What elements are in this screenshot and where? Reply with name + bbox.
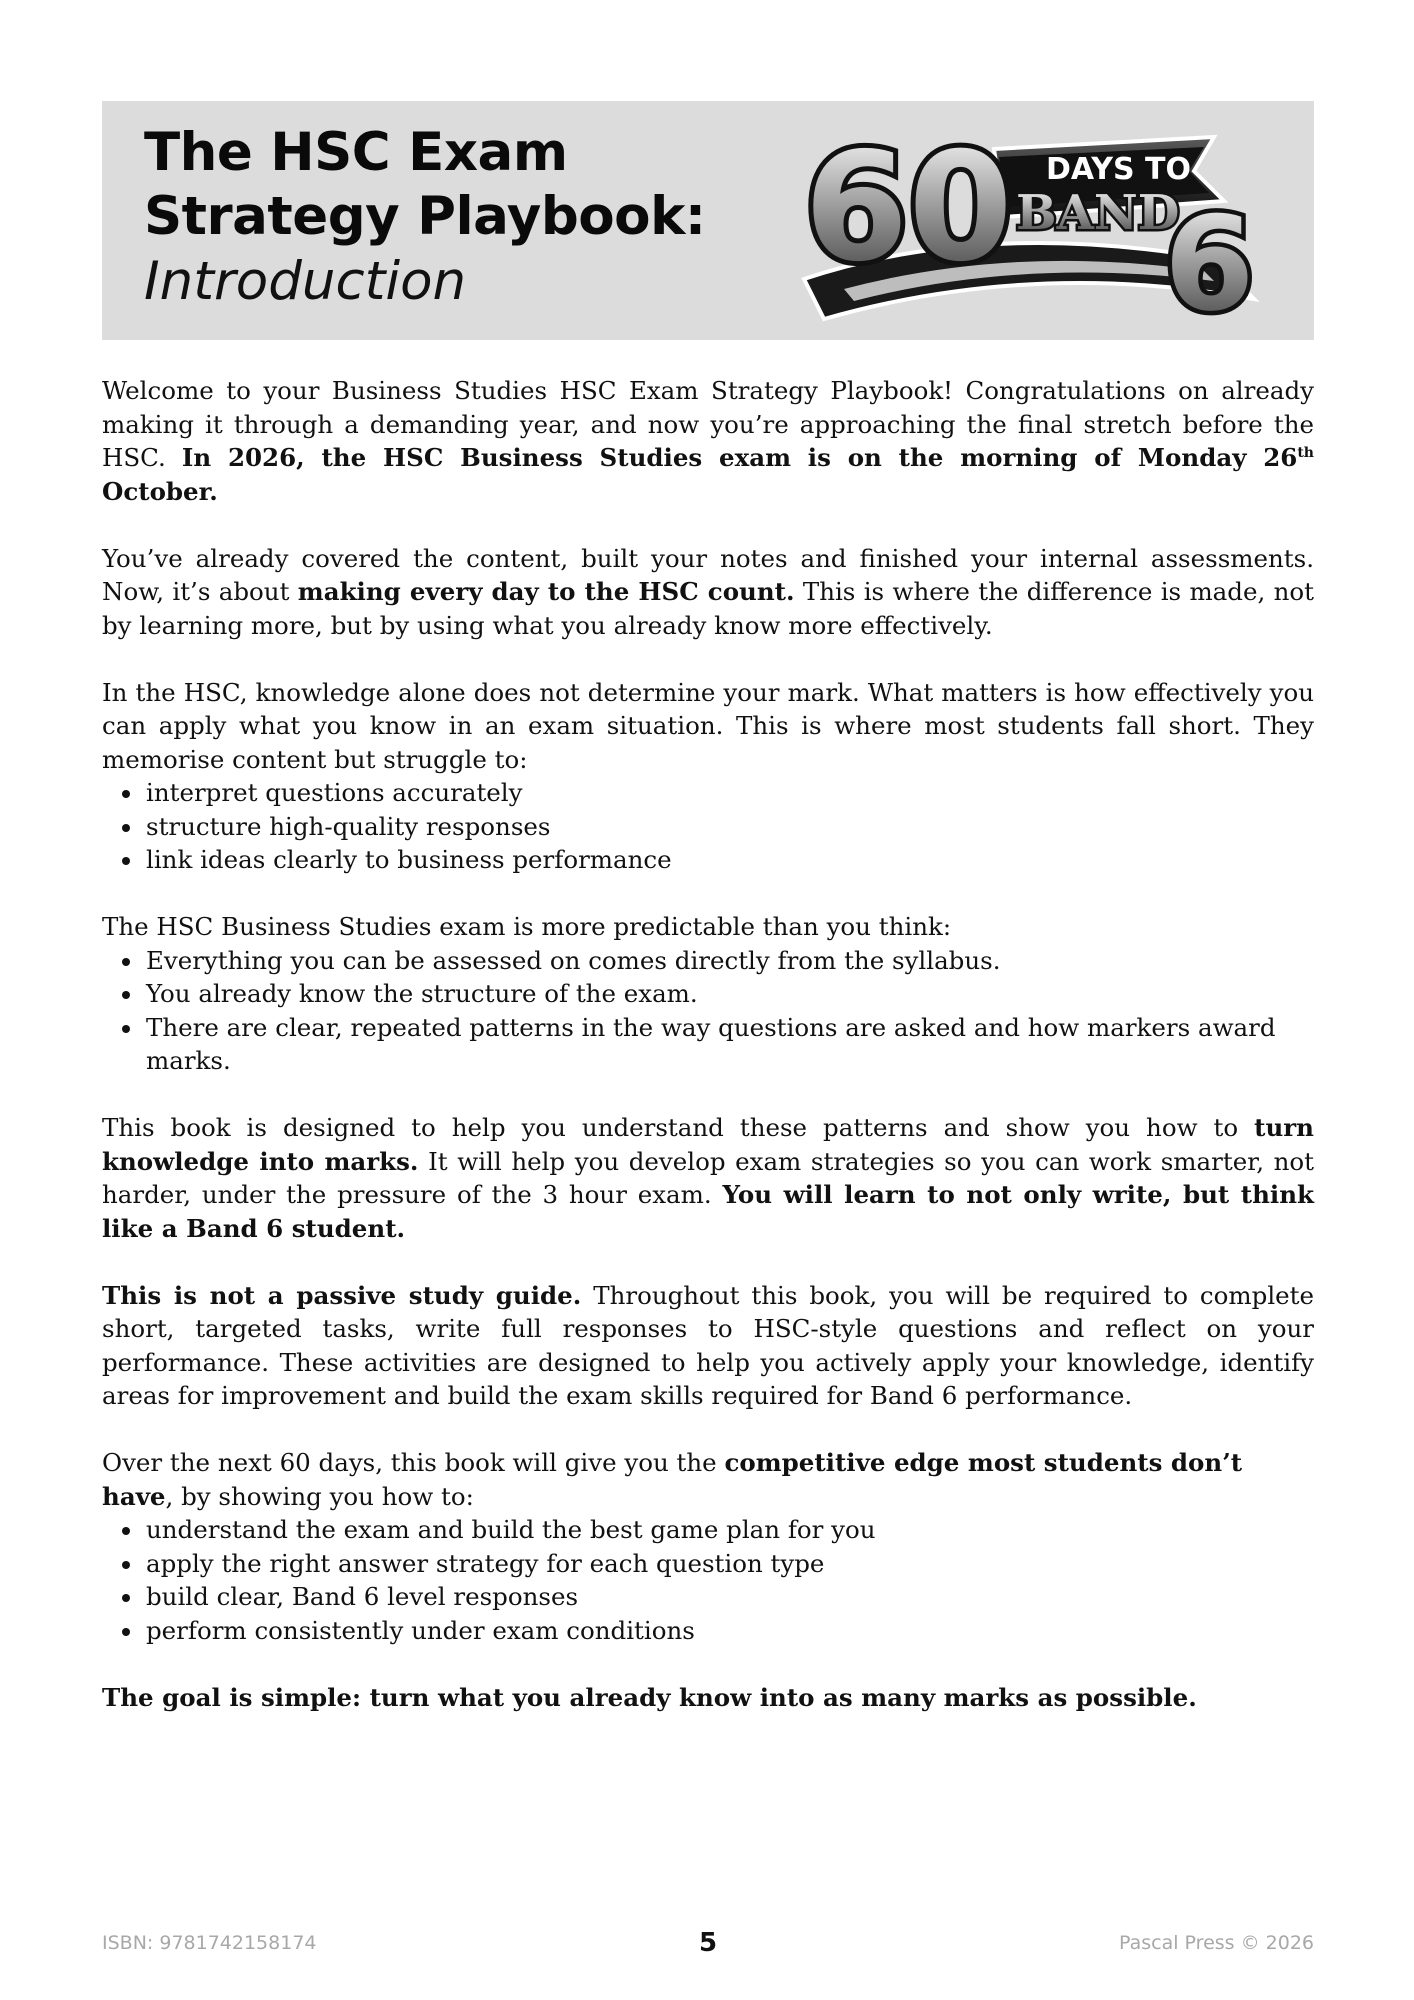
design-text-b: It will help you develop exam strategies so you can work smarter, not harder, under the pressure of the 3 hour exam. bbox=[102, 1146, 1314, 1209]
design-text-a: This book is designed to help you understand these patterns and show you how to bbox=[102, 1113, 1255, 1142]
publisher-copyright: Pascal Press © 2026 bbox=[1119, 1932, 1314, 1954]
list-item: • perform consistently under exam conditions bbox=[144, 1614, 1314, 1648]
not-passive-bold: This is not a passive study guide. bbox=[102, 1280, 582, 1310]
next-days-bold: competitive edge most students don’t have bbox=[102, 1448, 1243, 1511]
title-line-2: Strategy Playbook: bbox=[144, 186, 706, 247]
design-text-bold-1: turn knowledge into marks. bbox=[102, 1113, 1314, 1176]
list-item: • understand the exam and build the best game plan for you bbox=[144, 1513, 1314, 1547]
page-number: 5 bbox=[698, 1928, 718, 1958]
covered-text-bold: making every day to the HSC count. bbox=[297, 577, 795, 606]
list-item: • build clear, Band 6 level responses bbox=[144, 1580, 1314, 1614]
list-item: • interpret questions accurately bbox=[144, 776, 1314, 810]
header-banner bbox=[102, 101, 1314, 340]
list-item: • Everything you can be assessed on comes directly from the syllabus. bbox=[144, 944, 1314, 978]
svg-text:60: 60 bbox=[804, 121, 1013, 295]
how-to-list bbox=[102, 1513, 1314, 1647]
list-item: • There are clear, repeated patterns in the way questions are asked and how markers award marks. bbox=[144, 1011, 1314, 1078]
paragraph-predictable: The HSC Business Studies exam is more predictable than you think: bbox=[102, 912, 952, 941]
title-line-1: The HSC Exam bbox=[144, 122, 568, 183]
struggle-list bbox=[102, 776, 1314, 877]
body-content bbox=[102, 374, 1314, 1748]
page-subtitle: Introduction bbox=[144, 251, 467, 312]
next-days-text-b: , by showing you how to: bbox=[165, 1481, 474, 1511]
paragraph-next-60-days bbox=[102, 1446, 1314, 1513]
paragraph-knowledge: In the HSC, knowledge alone does not determine your mark. What matters is how effectively you can apply what you know in an exam situation. This is where most students fall short. They memorise content but struggle to: bbox=[102, 677, 1314, 774]
list-item: • You already know the structure of the exam. bbox=[144, 977, 1314, 1011]
welcome-text: Welcome to your Business Studies HSC Exam Strategy Playbook! Congratulations on already making it through a demanding year, and now you’re approaching the final stretch before the HSC. bbox=[102, 376, 1314, 472]
exam-date-text: In 2026, the HSC Business Studies exam is on the morning of Monday 26 bbox=[181, 443, 1298, 472]
closing-text: The goal is simple: turn what you already know into as many marks as possible. bbox=[102, 1682, 1197, 1712]
paragraph-book-design bbox=[102, 1111, 1314, 1245]
not-passive-text: Throughout this book, you will be required to complete short, targeted tasks, write full responses to HSC-style questions and reflect on your performance. These activities are designed to help you actively apply your knowledge, identify areas for improvement and build the exam skills required for Band 6 performance. bbox=[102, 1280, 1314, 1410]
logo-number-60 bbox=[804, 121, 1013, 295]
list-item: • link ideas clearly to business performance bbox=[144, 843, 1314, 877]
design-text-bold-2: You will learn to not only write, but think like a Band 6 student. bbox=[102, 1180, 1314, 1243]
paragraph-not-passive bbox=[102, 1279, 1314, 1413]
logo-days-to: DAYS TO bbox=[1046, 152, 1191, 187]
sixty-days-to-band-6-logo bbox=[784, 109, 1284, 334]
exam-date-month: October. bbox=[102, 476, 218, 506]
next-days-text-a: Over the next 60 days, this book will give you the bbox=[102, 1448, 725, 1477]
closing-statement bbox=[102, 1681, 1314, 1715]
logo-number-6: 6 bbox=[1164, 188, 1255, 334]
list-item: • structure high-quality responses bbox=[144, 810, 1314, 844]
covered-text-b: This is where the difference is made, not by learning more, but by using what you already know more effectively. bbox=[102, 577, 1314, 640]
covered-text-a: You’ve already covered the content, built your notes and finished your internal assessments. Now, it’s about bbox=[102, 543, 1314, 606]
list-item: • apply the right answer strategy for each question type bbox=[144, 1547, 1314, 1581]
logo-band: BAND bbox=[1016, 185, 1180, 241]
page-title bbox=[144, 121, 706, 315]
paragraph-welcome bbox=[102, 374, 1314, 508]
predictable-list bbox=[102, 944, 1314, 1078]
paragraph-covered-content bbox=[102, 542, 1314, 643]
date-ordinal-suffix: th bbox=[1297, 444, 1314, 461]
isbn-text: ISBN: 9781742158174 bbox=[102, 1932, 317, 1954]
